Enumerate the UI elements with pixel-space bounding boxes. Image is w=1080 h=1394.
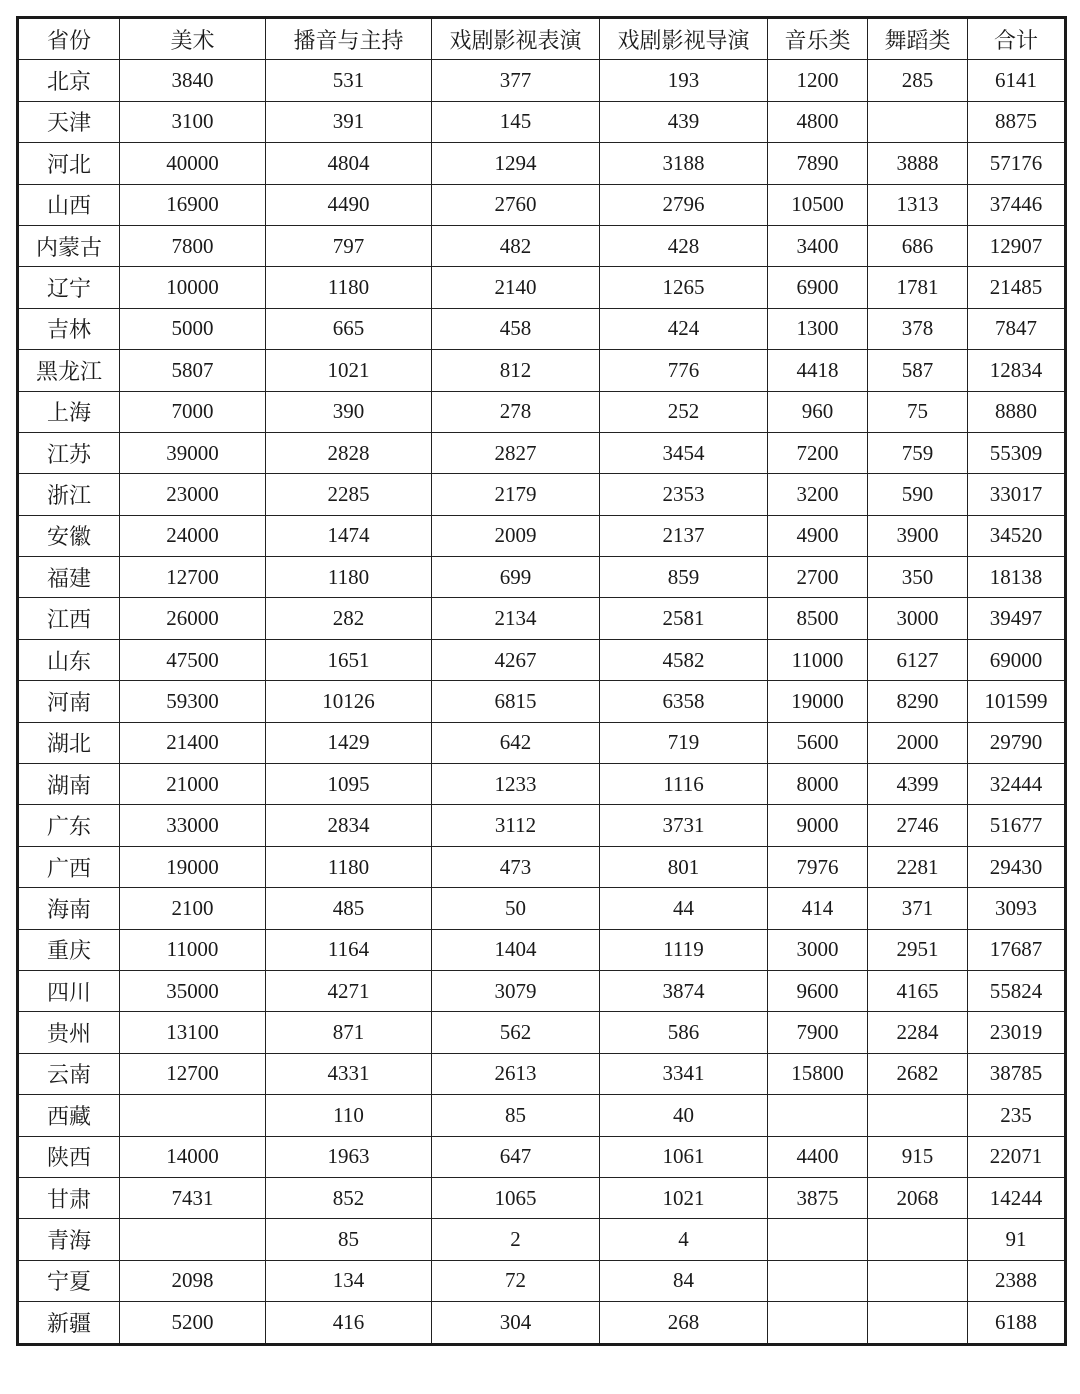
value-cell: 4 — [600, 1219, 768, 1260]
value-cell: 29790 — [968, 722, 1066, 763]
value-cell: 3341 — [600, 1053, 768, 1094]
value-cell: 1429 — [266, 722, 432, 763]
value-cell: 1116 — [600, 764, 768, 805]
value-cell: 1021 — [600, 1177, 768, 1218]
province-cell: 河北 — [18, 143, 120, 184]
value-cell — [868, 1219, 968, 1260]
value-cell: 1061 — [600, 1136, 768, 1177]
value-cell: 2281 — [868, 846, 968, 887]
province-cell: 河南 — [18, 681, 120, 722]
value-cell: 75 — [868, 391, 968, 432]
value-cell: 7431 — [120, 1177, 266, 1218]
table-row — [18, 722, 1066, 763]
value-cell: 378 — [868, 308, 968, 349]
value-cell: 1963 — [266, 1136, 432, 1177]
value-cell: 51677 — [968, 805, 1066, 846]
value-cell: 416 — [266, 1302, 432, 1344]
value-cell: 3000 — [768, 929, 868, 970]
table-row — [18, 350, 1066, 391]
value-cell: 2796 — [600, 184, 768, 225]
value-cell: 960 — [768, 391, 868, 432]
value-cell: 2179 — [432, 474, 600, 515]
table-body — [18, 60, 1066, 1344]
table-row — [18, 143, 1066, 184]
value-cell: 531 — [266, 60, 432, 101]
province-cell: 重庆 — [18, 929, 120, 970]
table-row — [18, 308, 1066, 349]
value-cell: 586 — [600, 1012, 768, 1053]
table-row — [18, 474, 1066, 515]
province-cell: 山西 — [18, 184, 120, 225]
value-cell: 15800 — [768, 1053, 868, 1094]
value-cell: 2613 — [432, 1053, 600, 1094]
value-cell: 871 — [266, 1012, 432, 1053]
value-cell: 3112 — [432, 805, 600, 846]
value-cell: 915 — [868, 1136, 968, 1177]
value-cell: 801 — [600, 846, 768, 887]
province-cell: 广西 — [18, 846, 120, 887]
province-cell: 贵州 — [18, 1012, 120, 1053]
value-cell: 4418 — [768, 350, 868, 391]
value-cell: 55824 — [968, 970, 1066, 1011]
value-cell: 9000 — [768, 805, 868, 846]
value-cell: 84 — [600, 1260, 768, 1301]
value-cell — [120, 1219, 266, 1260]
value-cell: 2100 — [120, 888, 266, 929]
value-cell: 16900 — [120, 184, 266, 225]
value-cell: 5600 — [768, 722, 868, 763]
value-cell: 3093 — [968, 888, 1066, 929]
value-cell: 21400 — [120, 722, 266, 763]
value-cell: 812 — [432, 350, 600, 391]
value-cell: 2353 — [600, 474, 768, 515]
value-cell — [868, 1302, 968, 1344]
table-row — [18, 101, 1066, 142]
value-cell: 2137 — [600, 515, 768, 556]
value-cell: 797 — [266, 225, 432, 266]
column-header: 戏剧影视表演 — [432, 18, 600, 60]
value-cell: 377 — [432, 60, 600, 101]
value-cell: 1095 — [266, 764, 432, 805]
value-cell: 2284 — [868, 1012, 968, 1053]
value-cell: 10126 — [266, 681, 432, 722]
value-cell: 193 — [600, 60, 768, 101]
table-row — [18, 1053, 1066, 1094]
value-cell: 2098 — [120, 1260, 266, 1301]
table-row — [18, 970, 1066, 1011]
value-cell: 642 — [432, 722, 600, 763]
value-cell: 1651 — [266, 639, 432, 680]
table-row — [18, 846, 1066, 887]
value-cell: 23000 — [120, 474, 266, 515]
value-cell: 759 — [868, 432, 968, 473]
value-cell: 33000 — [120, 805, 266, 846]
province-cell: 四川 — [18, 970, 120, 1011]
value-cell: 4490 — [266, 184, 432, 225]
value-cell: 35000 — [120, 970, 266, 1011]
table-row — [18, 557, 1066, 598]
province-cell: 湖北 — [18, 722, 120, 763]
value-cell: 3200 — [768, 474, 868, 515]
table-row — [18, 929, 1066, 970]
column-header: 音乐类 — [768, 18, 868, 60]
table-row — [18, 184, 1066, 225]
value-cell: 268 — [600, 1302, 768, 1344]
value-cell: 665 — [266, 308, 432, 349]
value-cell: 7800 — [120, 225, 266, 266]
value-cell: 285 — [868, 60, 968, 101]
value-cell: 69000 — [968, 639, 1066, 680]
value-cell: 719 — [600, 722, 768, 763]
value-cell: 5000 — [120, 308, 266, 349]
table-row — [18, 1095, 1066, 1136]
value-cell — [868, 1095, 968, 1136]
table-row — [18, 1260, 1066, 1301]
value-cell: 8290 — [868, 681, 968, 722]
value-cell: 37446 — [968, 184, 1066, 225]
value-cell: 414 — [768, 888, 868, 929]
province-cell: 江西 — [18, 598, 120, 639]
table-row — [18, 267, 1066, 308]
value-cell: 55309 — [968, 432, 1066, 473]
value-cell: 3079 — [432, 970, 600, 1011]
value-cell: 10000 — [120, 267, 266, 308]
table-row — [18, 60, 1066, 101]
value-cell: 2834 — [266, 805, 432, 846]
value-cell: 2827 — [432, 432, 600, 473]
column-header: 播音与主持 — [266, 18, 432, 60]
value-cell: 482 — [432, 225, 600, 266]
table-row — [18, 1177, 1066, 1218]
value-cell: 4331 — [266, 1053, 432, 1094]
value-cell: 2000 — [868, 722, 968, 763]
value-cell: 3840 — [120, 60, 266, 101]
value-cell: 3874 — [600, 970, 768, 1011]
value-cell: 14244 — [968, 1177, 1066, 1218]
value-cell: 6900 — [768, 267, 868, 308]
value-cell: 134 — [266, 1260, 432, 1301]
value-cell: 458 — [432, 308, 600, 349]
value-cell: 2140 — [432, 267, 600, 308]
value-cell: 2068 — [868, 1177, 968, 1218]
value-cell: 5807 — [120, 350, 266, 391]
value-cell — [868, 1260, 968, 1301]
value-cell — [768, 1260, 868, 1301]
value-cell: 50 — [432, 888, 600, 929]
value-cell — [768, 1095, 868, 1136]
value-cell: 473 — [432, 846, 600, 887]
value-cell: 44 — [600, 888, 768, 929]
value-cell: 699 — [432, 557, 600, 598]
value-cell: 47500 — [120, 639, 266, 680]
value-cell: 19000 — [768, 681, 868, 722]
value-cell: 3731 — [600, 805, 768, 846]
value-cell: 17687 — [968, 929, 1066, 970]
province-cell: 甘肃 — [18, 1177, 120, 1218]
value-cell: 304 — [432, 1302, 600, 1344]
value-cell: 85 — [266, 1219, 432, 1260]
value-cell: 1300 — [768, 308, 868, 349]
province-cell: 吉林 — [18, 308, 120, 349]
value-cell: 12700 — [120, 1053, 266, 1094]
value-cell: 91 — [968, 1219, 1066, 1260]
value-cell: 391 — [266, 101, 432, 142]
value-cell: 4800 — [768, 101, 868, 142]
province-cell: 北京 — [18, 60, 120, 101]
province-cell: 福建 — [18, 557, 120, 598]
value-cell: 7200 — [768, 432, 868, 473]
value-cell: 14000 — [120, 1136, 266, 1177]
value-cell: 2134 — [432, 598, 600, 639]
value-cell: 428 — [600, 225, 768, 266]
value-cell: 1294 — [432, 143, 600, 184]
value-cell: 2951 — [868, 929, 968, 970]
province-cell: 黑龙江 — [18, 350, 120, 391]
value-cell: 1265 — [600, 267, 768, 308]
table-row — [18, 805, 1066, 846]
value-cell: 12834 — [968, 350, 1066, 391]
province-cell: 上海 — [18, 391, 120, 432]
value-cell: 4399 — [868, 764, 968, 805]
value-cell: 12907 — [968, 225, 1066, 266]
province-cell: 广东 — [18, 805, 120, 846]
value-cell: 110 — [266, 1095, 432, 1136]
value-cell: 4165 — [868, 970, 968, 1011]
value-cell: 24000 — [120, 515, 266, 556]
value-cell: 3900 — [868, 515, 968, 556]
value-cell: 22071 — [968, 1136, 1066, 1177]
value-cell: 4582 — [600, 639, 768, 680]
value-cell: 3888 — [868, 143, 968, 184]
value-cell: 32444 — [968, 764, 1066, 805]
column-header: 合计 — [968, 18, 1066, 60]
value-cell: 1180 — [266, 846, 432, 887]
value-cell: 439 — [600, 101, 768, 142]
province-cell: 云南 — [18, 1053, 120, 1094]
column-header: 舞蹈类 — [868, 18, 968, 60]
value-cell: 2009 — [432, 515, 600, 556]
value-cell: 1065 — [432, 1177, 600, 1218]
value-cell: 390 — [266, 391, 432, 432]
value-cell: 145 — [432, 101, 600, 142]
province-cell: 内蒙古 — [18, 225, 120, 266]
value-cell: 57176 — [968, 143, 1066, 184]
province-cell: 浙江 — [18, 474, 120, 515]
value-cell: 1200 — [768, 60, 868, 101]
province-cell: 江苏 — [18, 432, 120, 473]
value-cell: 39000 — [120, 432, 266, 473]
column-header: 美术 — [120, 18, 266, 60]
table-row — [18, 681, 1066, 722]
province-cell: 宁夏 — [18, 1260, 120, 1301]
value-cell: 5200 — [120, 1302, 266, 1344]
province-cell: 湖南 — [18, 764, 120, 805]
value-cell: 3875 — [768, 1177, 868, 1218]
table-row — [18, 598, 1066, 639]
table-row — [18, 888, 1066, 929]
value-cell — [868, 101, 968, 142]
province-cell: 山东 — [18, 639, 120, 680]
value-cell: 647 — [432, 1136, 600, 1177]
table-row — [18, 1012, 1066, 1053]
value-cell: 2581 — [600, 598, 768, 639]
value-cell: 4271 — [266, 970, 432, 1011]
value-cell: 6141 — [968, 60, 1066, 101]
value-cell: 1180 — [266, 557, 432, 598]
value-cell: 8875 — [968, 101, 1066, 142]
value-cell: 350 — [868, 557, 968, 598]
value-cell: 2682 — [868, 1053, 968, 1094]
value-cell: 1164 — [266, 929, 432, 970]
value-cell: 4267 — [432, 639, 600, 680]
value-cell: 4804 — [266, 143, 432, 184]
value-cell: 12700 — [120, 557, 266, 598]
province-cell: 辽宁 — [18, 267, 120, 308]
value-cell: 10500 — [768, 184, 868, 225]
value-cell: 7976 — [768, 846, 868, 887]
value-cell: 562 — [432, 1012, 600, 1053]
value-cell: 13100 — [120, 1012, 266, 1053]
value-cell: 3188 — [600, 143, 768, 184]
column-header: 戏剧影视导演 — [600, 18, 768, 60]
value-cell: 7847 — [968, 308, 1066, 349]
value-cell: 19000 — [120, 846, 266, 887]
value-cell: 1404 — [432, 929, 600, 970]
value-cell: 2285 — [266, 474, 432, 515]
value-cell: 11000 — [768, 639, 868, 680]
value-cell: 8500 — [768, 598, 868, 639]
value-cell: 2388 — [968, 1260, 1066, 1301]
value-cell: 2 — [432, 1219, 600, 1260]
table-row — [18, 432, 1066, 473]
value-cell: 4400 — [768, 1136, 868, 1177]
province-cell: 新疆 — [18, 1302, 120, 1344]
value-cell: 1119 — [600, 929, 768, 970]
value-cell: 278 — [432, 391, 600, 432]
column-header: 省份 — [18, 18, 120, 60]
value-cell: 6127 — [868, 639, 968, 680]
value-cell: 686 — [868, 225, 968, 266]
table-row — [18, 225, 1066, 266]
value-cell: 85 — [432, 1095, 600, 1136]
value-cell: 8880 — [968, 391, 1066, 432]
table-row — [18, 764, 1066, 805]
value-cell: 21000 — [120, 764, 266, 805]
province-cell: 安徽 — [18, 515, 120, 556]
value-cell: 7890 — [768, 143, 868, 184]
value-cell: 371 — [868, 888, 968, 929]
province-cell: 天津 — [18, 101, 120, 142]
value-cell: 7000 — [120, 391, 266, 432]
value-cell: 18138 — [968, 557, 1066, 598]
table-row — [18, 391, 1066, 432]
value-cell — [768, 1219, 868, 1260]
value-cell: 1313 — [868, 184, 968, 225]
value-cell: 6358 — [600, 681, 768, 722]
value-cell: 1233 — [432, 764, 600, 805]
value-cell: 40000 — [120, 143, 266, 184]
value-cell: 4900 — [768, 515, 868, 556]
value-cell: 282 — [266, 598, 432, 639]
value-cell: 587 — [868, 350, 968, 391]
value-cell: 3400 — [768, 225, 868, 266]
value-cell: 8000 — [768, 764, 868, 805]
value-cell: 39497 — [968, 598, 1066, 639]
table-row — [18, 639, 1066, 680]
table-row — [18, 1302, 1066, 1344]
value-cell: 33017 — [968, 474, 1066, 515]
value-cell: 7900 — [768, 1012, 868, 1053]
value-cell: 6188 — [968, 1302, 1066, 1344]
value-cell: 859 — [600, 557, 768, 598]
value-cell: 2828 — [266, 432, 432, 473]
table-row — [18, 1136, 1066, 1177]
value-cell: 72 — [432, 1260, 600, 1301]
value-cell: 1781 — [868, 267, 968, 308]
value-cell: 1021 — [266, 350, 432, 391]
value-cell: 1474 — [266, 515, 432, 556]
value-cell: 3000 — [868, 598, 968, 639]
value-cell: 26000 — [120, 598, 266, 639]
value-cell: 590 — [868, 474, 968, 515]
value-cell: 38785 — [968, 1053, 1066, 1094]
value-cell: 23019 — [968, 1012, 1066, 1053]
value-cell: 34520 — [968, 515, 1066, 556]
value-cell: 40 — [600, 1095, 768, 1136]
value-cell: 29430 — [968, 846, 1066, 887]
value-cell: 11000 — [120, 929, 266, 970]
value-cell: 776 — [600, 350, 768, 391]
value-cell: 2746 — [868, 805, 968, 846]
value-cell — [120, 1095, 266, 1136]
province-cell: 陕西 — [18, 1136, 120, 1177]
province-cell: 海南 — [18, 888, 120, 929]
value-cell: 101599 — [968, 681, 1066, 722]
province-cell: 青海 — [18, 1219, 120, 1260]
value-cell: 21485 — [968, 267, 1066, 308]
header-row — [18, 18, 1066, 60]
art-exam-table — [16, 16, 1067, 1346]
table-row — [18, 515, 1066, 556]
value-cell: 59300 — [120, 681, 266, 722]
value-cell: 235 — [968, 1095, 1066, 1136]
value-cell: 252 — [600, 391, 768, 432]
value-cell: 9600 — [768, 970, 868, 1011]
value-cell: 3100 — [120, 101, 266, 142]
value-cell: 2760 — [432, 184, 600, 225]
value-cell: 6815 — [432, 681, 600, 722]
value-cell: 424 — [600, 308, 768, 349]
value-cell — [768, 1302, 868, 1344]
value-cell: 1180 — [266, 267, 432, 308]
value-cell: 485 — [266, 888, 432, 929]
value-cell: 3454 — [600, 432, 768, 473]
value-cell: 852 — [266, 1177, 432, 1218]
province-cell: 西藏 — [18, 1095, 120, 1136]
table-row — [18, 1219, 1066, 1260]
value-cell: 2700 — [768, 557, 868, 598]
